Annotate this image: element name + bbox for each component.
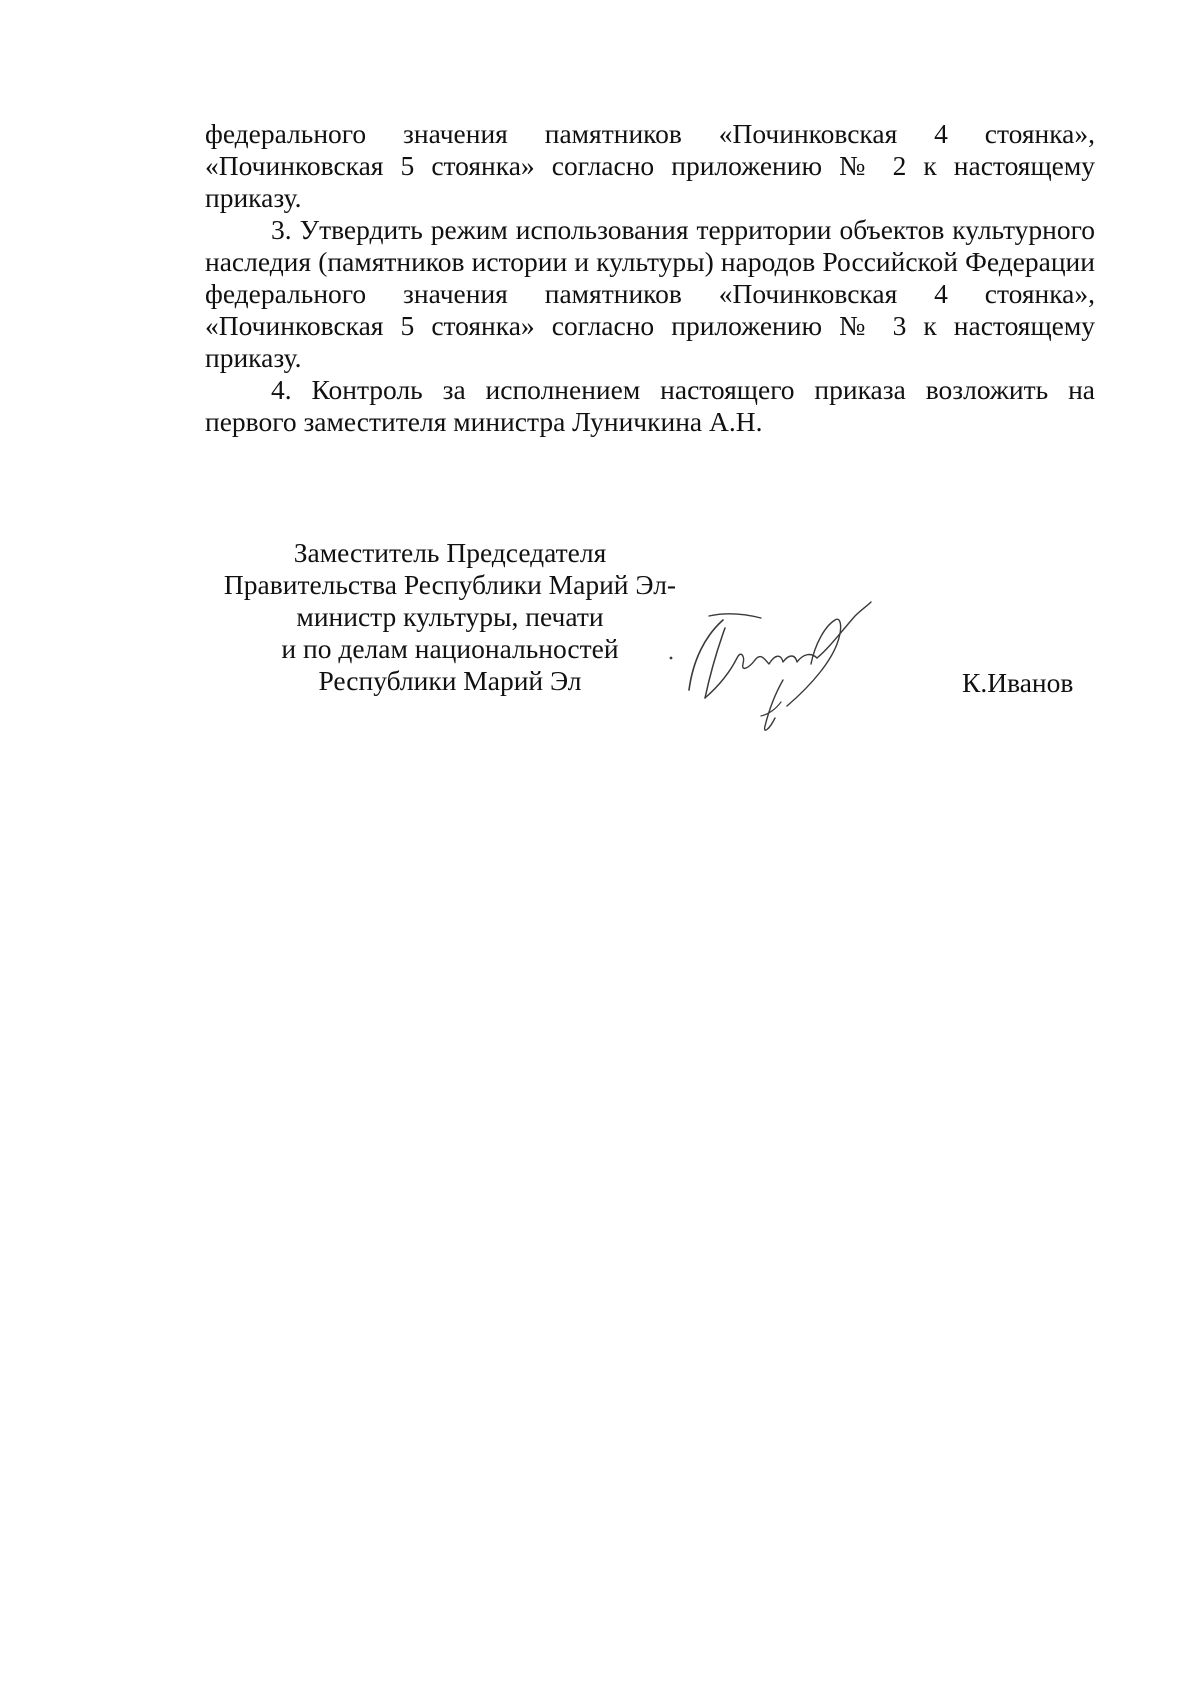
handwritten-signature bbox=[665, 598, 900, 738]
ink-dot bbox=[670, 657, 673, 660]
paragraph-item-4: 4. Контроль за исполнением настоящего приказа возложить на первого заместителя министра Луничкина А.Н. bbox=[205, 374, 1095, 437]
paragraph-continuation: федерального значения памятников «Починковская 4 стоянка», «Починковская 5 стоянка» согласно приложению № 2 к настоящему приказу. bbox=[205, 118, 1095, 213]
signature-stroke bbox=[689, 620, 723, 690]
signature-stroke bbox=[709, 614, 761, 618]
paragraph-item-3: 3. Утвердить режим использования территории объектов культурного наследия (памятников истории и культуры) народов Российской Федерации федерального значения памятников «Починковская 4 стоянка», «Починковская 5 стоянка» согласно приложению № 3 к настоящему приказу. bbox=[205, 214, 1095, 373]
signature-stroke bbox=[705, 654, 755, 698]
position-line: Заместитель Председателя bbox=[293, 537, 607, 568]
document-body bbox=[205, 118, 1095, 438]
signature-stroke bbox=[755, 655, 817, 664]
position-line: Правительства Республики Марий Эл- bbox=[223, 569, 677, 600]
position-line: Республики Марий Эл bbox=[318, 665, 582, 696]
signatory-position bbox=[210, 537, 690, 697]
signature-stroke bbox=[765, 680, 783, 730]
signature-stroke bbox=[787, 619, 841, 706]
signer-name: К.Иванов bbox=[962, 667, 1074, 698]
signature-stroke bbox=[761, 702, 781, 716]
position-line: и по делам национальностей bbox=[281, 633, 619, 664]
position-line: министр культуры, печати bbox=[296, 601, 604, 632]
